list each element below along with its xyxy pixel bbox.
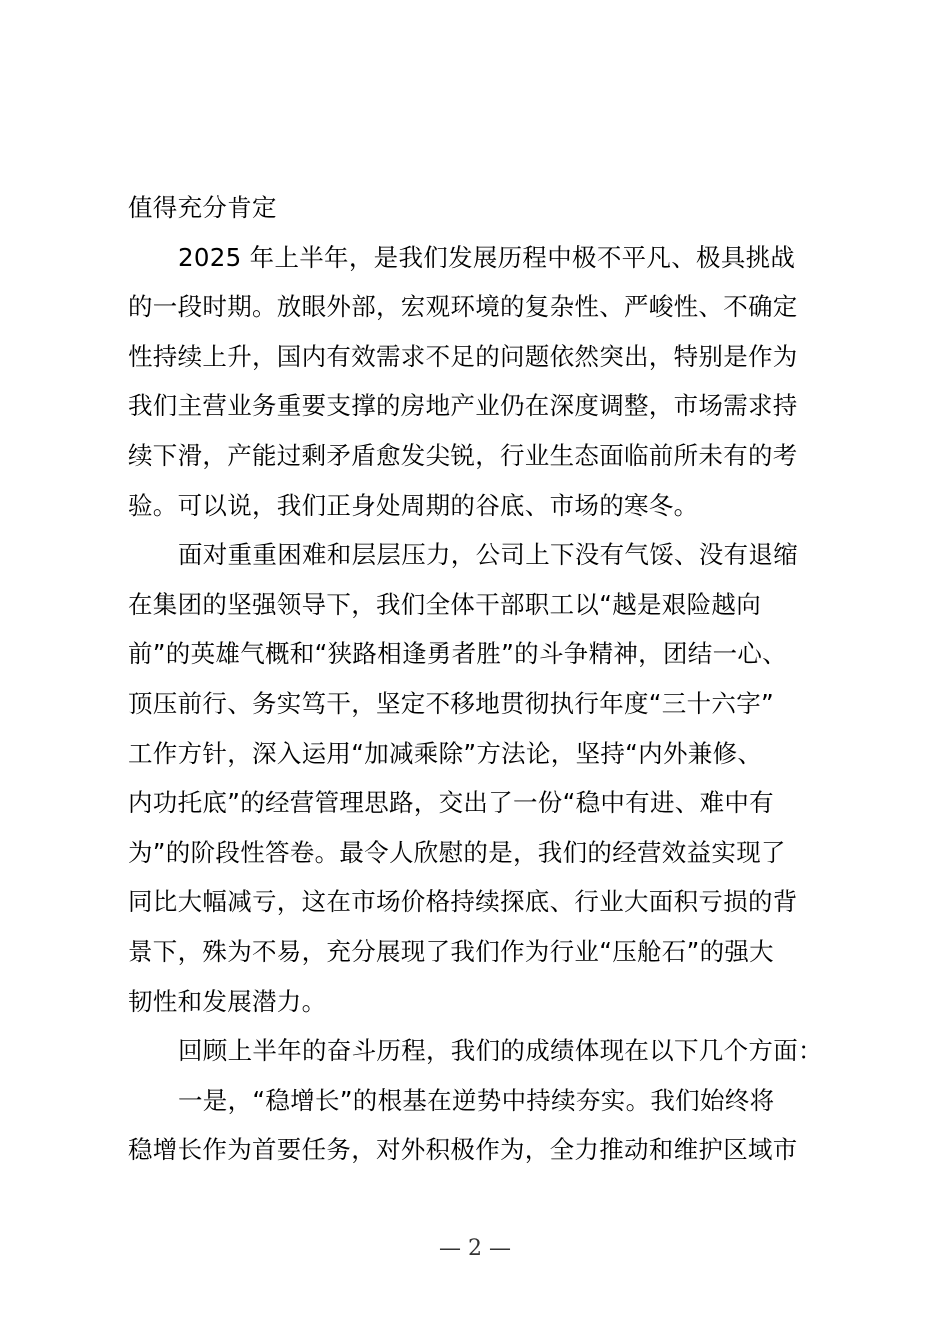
page-number: — 2 — — [439, 1236, 511, 1261]
text-line: 内功托底”的经营管理思路，交出了一份“稳中有进、难中有 — [128, 788, 774, 818]
text-line: 在集团的坚强领导下，我们全体干部职工以“越是艰险越向 — [128, 589, 761, 619]
text-line: 2025 年上半年，是我们发展历程中极不平凡、极具挑战 — [178, 242, 796, 272]
text-line: 我们主营业务重要支撑的房地产业仍在深度调整，市场需求持 — [128, 391, 798, 421]
text-line: 为”的阶段性答卷。最令人欣慰的是，我们的经营效益实现了 — [128, 837, 786, 867]
text-line: 顶压前行、务实笃干，坚定不移地贯彻执行年度“三十六字” — [128, 688, 774, 718]
text-line: 面对重重困难和层层压力，公司上下没有气馁、没有退缩 — [178, 540, 798, 570]
text-line: 验。可以说，我们正身处周期的谷底、市场的寒冬。 — [128, 490, 699, 520]
text-line: 性持续上升，国内有效需求不足的问题依然突出，特别是作为 — [128, 341, 798, 371]
text-line: 韧性和发展潜力。 — [128, 986, 327, 1016]
text-line: 续下滑，产能过剩矛盾愈发尖锐，行业生态面临前所未有的考 — [128, 440, 798, 470]
text-line: 回顾上半年的奋斗历程，我们的成绩体现在以下几个方面： — [178, 1036, 823, 1066]
text-line: 同比大幅减亏，这在市场价格持续探底、行业大面积亏损的背 — [128, 887, 798, 917]
body-text — [128, 183, 838, 1175]
text-line: 值得充分肯定 — [128, 193, 277, 222]
text-line: 一是，“稳增长”的根基在逆势中持续夯实。我们始终将 — [178, 1085, 775, 1115]
text-line: 景下，殊为不易，充分展现了我们作为行业“压舱石”的强大 — [128, 936, 774, 966]
text-line: 工作方针，深入运用“加减乘除”方法论，坚持“内外兼修、 — [128, 738, 763, 768]
text-line: 稳增长作为首要任务，对外积极作为，全力推动和维护区域市 — [128, 1135, 798, 1165]
text-line: 前”的英雄气概和“狭路相逢勇者胜”的斗争精神，团结一心、 — [128, 639, 787, 669]
text-line: 的一段时期。放眼外部，宏观环境的复杂性、严峻性、不确定 — [128, 292, 798, 322]
